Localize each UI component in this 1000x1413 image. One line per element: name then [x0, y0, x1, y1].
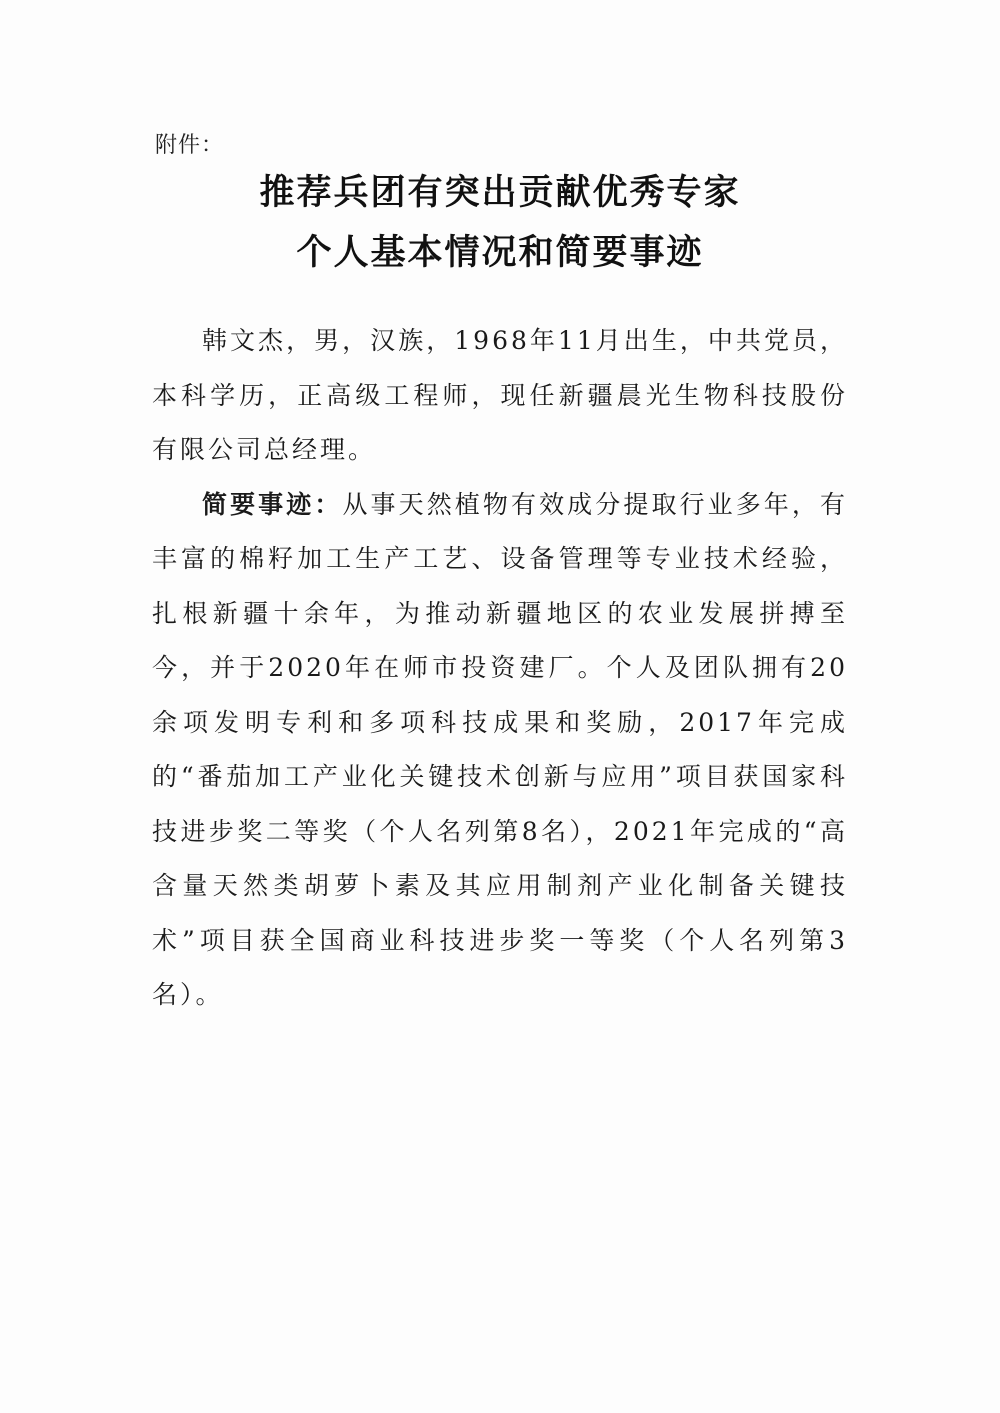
- achievements-heading: 简要事迹：: [202, 489, 343, 519]
- achievements-paragraph: [152, 478, 848, 1023]
- document-body: [152, 314, 848, 1023]
- attachment-label: 附件：: [155, 133, 225, 158]
- document-title: [0, 163, 1000, 283]
- basic-info-paragraph: 韩文杰，男，汉族，1968年11月出生，中共党员，本科学历，正高级工程师，现任新疆晨光生物科技股份有限公司总经理。: [152, 326, 848, 464]
- title-line-2: 个人基本情况和简要事迹: [296, 233, 704, 273]
- achievements-text: 从事天然植物有效成分提取行业多年，有丰富的棉籽加工生产工艺、设备管理等专业技术经验，扎根新疆十余年，为推动新疆地区的农业发展拼搏至今，并于2020年在师市投资建厂。个人及团队拥有20余项发明专利和多项科技成果和奖励，2017年完成的“番茄加工产业化关键技术创新与应用”项目获国家科技进步奖二等奖（个人名列第8名），2021年完成的“高含量天然类胡萝卜素及其应用制剂产业化制备关键技术”项目获全国商业科技进步奖一等奖（个人名列第3名）。: [152, 489, 848, 1009]
- title-line-1: 推荐兵团有突出贡献优秀专家: [259, 173, 741, 213]
